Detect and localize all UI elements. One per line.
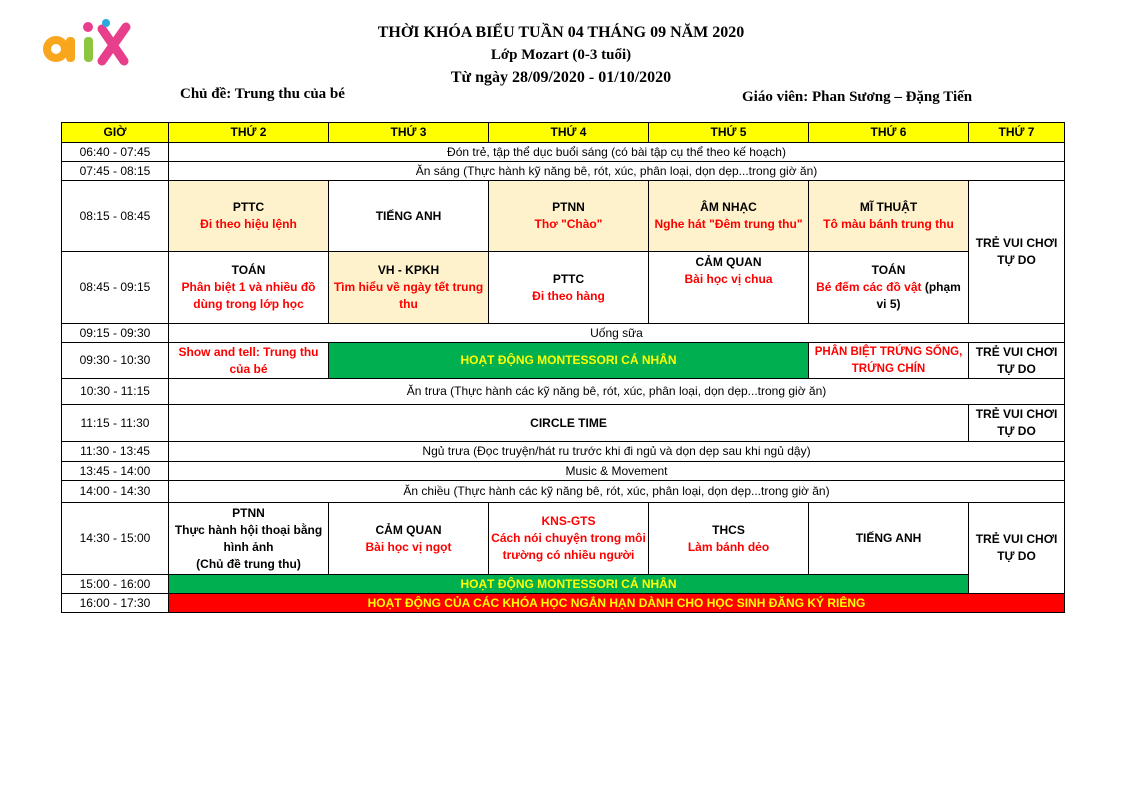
free-play-cell: TRẺ VUI CHƠI TỰ DO xyxy=(969,503,1065,594)
time-cell: 16:00 - 17:30 xyxy=(62,594,169,613)
col-header-tue: THỨ 3 xyxy=(329,123,489,143)
activity-cell: Ăn trưa (Thực hành các kỹ năng bê, rót, xúc, phân loại, dọn dẹp...trong giờ ăn) xyxy=(169,379,1065,405)
free-play-cell: TRẺ VUI CHƠI TỰ DO xyxy=(969,405,1065,442)
activity-cell: Uống sữa xyxy=(169,324,1065,343)
table-row xyxy=(62,143,1065,162)
table-row xyxy=(62,405,1065,442)
lesson-detail: Bài học vị chua xyxy=(684,272,773,286)
class-name: Lớp Mozart (0-3 tuổi) xyxy=(490,47,632,63)
lesson-detail: Tô màu bánh trung thu xyxy=(823,217,954,231)
lesson-detail-main: Bé đếm các đồ vật xyxy=(816,280,922,294)
time-cell: 10:30 - 11:15 xyxy=(62,379,169,405)
lesson-subject: CẢM QUAN xyxy=(695,255,762,269)
timetable xyxy=(61,122,1065,613)
table-row xyxy=(62,594,1065,613)
lesson-detail: Đi theo hàng xyxy=(532,288,605,303)
time-cell: 07:45 - 08:15 xyxy=(62,162,169,181)
lesson-cell-fri xyxy=(809,503,969,575)
lesson-subject: ÂM NHẠC xyxy=(700,200,757,214)
table-row xyxy=(62,462,1065,481)
activity-cell: Ăn sáng (Thực hành kỹ năng bê, rót, xúc, phân loại, dọn dẹp...trong giờ ăn) xyxy=(169,162,1065,181)
table-row xyxy=(62,343,1065,379)
table-row xyxy=(62,575,1065,594)
lesson-cell-tue xyxy=(329,181,489,252)
lesson-detail: Đi theo hiệu lệnh xyxy=(200,217,297,231)
lesson-cell-fri xyxy=(809,252,969,324)
montessori-cell: HOẠT ĐỘNG MONTESSORI CÁ NHÂN xyxy=(329,343,809,379)
lesson-subject: TIẾNG ANH xyxy=(375,208,442,223)
short-course-cell: HOẠT ĐỘNG CỦA CÁC KHÓA HỌC NGẮN HẠN DÀNH CHO HỌC SINH ĐĂNG KÝ RIÊNG xyxy=(169,594,1065,613)
lesson-cell-tue xyxy=(329,252,489,324)
col-header-time: GIỜ xyxy=(62,123,169,143)
lesson-detail xyxy=(811,279,966,313)
lesson-cell-wed xyxy=(489,503,649,575)
time-cell: 06:40 - 07:45 xyxy=(62,143,169,162)
activity-cell: Đón trẻ, tập thể dục buổi sáng (có bài tập cụ thể theo kế hoạch) xyxy=(169,143,1065,162)
lesson-detail: Phân biệt 1 và nhiều đồ dùng trong lớp học xyxy=(181,280,316,311)
lesson-detail: Thơ "Chào" xyxy=(534,217,603,231)
activity-cell: Music & Movement xyxy=(169,462,1065,481)
lesson-detail: Bài học vị ngọt xyxy=(365,539,452,554)
free-play-cell: TRẺ VUI CHƠI TỰ DO xyxy=(969,343,1065,379)
time-cell: 15:00 - 16:00 xyxy=(62,575,169,594)
lesson-subject: TIẾNG ANH xyxy=(855,531,922,545)
teacher-label: Giáo viên: Phan Sương – Đặng Tiến xyxy=(742,89,973,105)
lesson-subject: PTTC xyxy=(232,200,265,214)
lesson-detail: Tìm hiểu về ngày tết trung thu xyxy=(333,280,484,311)
lesson-subject: CẢM QUAN xyxy=(375,522,442,537)
time-cell: 14:30 - 15:00 xyxy=(62,503,169,575)
col-header-mon: THỨ 2 xyxy=(169,123,329,143)
time-cell: 09:30 - 10:30 xyxy=(62,343,169,379)
time-cell: 09:15 - 09:30 xyxy=(62,324,169,343)
lesson-cell-fri xyxy=(809,181,969,252)
lesson-cell-mon xyxy=(169,252,329,324)
lesson-detail: Thực hành hội thoại bằng hình ảnh xyxy=(174,522,323,554)
lesson-subject: PTTC xyxy=(552,271,585,286)
lesson-subject: THCS xyxy=(712,522,745,537)
lesson-cell-wed xyxy=(489,181,649,252)
col-header-wed: THỨ 4 xyxy=(489,123,649,143)
lesson-subject: MĨ THUẬT xyxy=(859,200,918,214)
lesson-detail: Nghe hát "Đêm trung thu" xyxy=(654,217,803,231)
circle-time-cell: CIRCLE TIME xyxy=(169,405,969,442)
table-row xyxy=(62,481,1065,503)
date-range: Từ ngày 28/09/2020 - 01/10/2020 xyxy=(450,69,672,86)
lesson-subject: TOÁN xyxy=(231,263,266,277)
table-row xyxy=(62,503,1065,575)
lesson-cell-wed xyxy=(489,252,649,324)
time-cell: 11:30 - 13:45 xyxy=(62,442,169,462)
activity-cell: Ăn chiều (Thực hành các kỹ năng bê, rót, xúc, phân loại, dọn dẹp...trong giờ ăn) xyxy=(169,481,1065,503)
time-cell: 08:45 - 09:15 xyxy=(62,252,169,324)
table-row xyxy=(62,162,1065,181)
table-row xyxy=(62,252,1065,324)
lesson-cell-mon xyxy=(169,503,329,575)
lesson-cell-thu xyxy=(649,252,809,324)
table-row xyxy=(62,379,1065,405)
lesson-cell-tue xyxy=(329,503,489,575)
lesson-subject: PTNN xyxy=(552,200,585,214)
free-play-cell: TRẺ VUI CHƠI TỰ DO xyxy=(969,181,1065,324)
col-header-thu: THỨ 5 xyxy=(649,123,809,143)
table-row xyxy=(62,324,1065,343)
time-cell: 11:15 - 11:30 xyxy=(62,405,169,442)
table-row xyxy=(62,181,1065,252)
time-cell: 08:15 - 08:45 xyxy=(62,181,169,252)
lesson-cell-thu xyxy=(649,181,809,252)
lesson-subject: PTNN xyxy=(232,505,265,520)
header-row xyxy=(62,123,1065,143)
page-title: THỜI KHÓA BIỂU TUẦN 04 THÁNG 09 NĂM 2020 xyxy=(377,24,745,41)
lesson-subject: KNS-GTS xyxy=(541,514,596,528)
topic-label: Chủ đề: Trung thu của bé xyxy=(180,86,345,102)
lesson-detail: Cách nói chuyện trong môi trường có nhiều người xyxy=(491,531,646,562)
col-header-fri: THỨ 6 xyxy=(809,123,969,143)
lesson-note: (Chủ đề trung thu) xyxy=(196,556,301,571)
lesson-cell-thu xyxy=(649,503,809,575)
egg-activity-cell: PHÂN BIỆT TRỨNG SỐNG, TRỨNG CHÍN xyxy=(809,343,969,379)
lesson-cell-mon xyxy=(169,181,329,252)
show-and-tell-cell: Show and tell: Trung thu của bé xyxy=(169,343,329,379)
lesson-detail-suffix: (phạm vi 5) xyxy=(876,280,961,311)
time-cell: 14:00 - 14:30 xyxy=(62,481,169,503)
time-cell: 13:45 - 14:00 xyxy=(62,462,169,481)
lesson-detail: Làm bánh dẻo xyxy=(687,539,770,554)
montessori-cell: HOẠT ĐỘNG MONTESSORI CÁ NHÂN xyxy=(169,575,969,594)
table-row xyxy=(62,442,1065,462)
lesson-subject: VH - KPKH xyxy=(377,263,440,277)
activity-cell: Ngủ trưa (Đọc truyện/hát ru trước khi đi ngủ và dọn dẹp sau khi ngủ dậy) xyxy=(169,442,1065,462)
lesson-subject: TOÁN xyxy=(871,263,906,277)
col-header-sat: THỨ 7 xyxy=(969,123,1065,143)
